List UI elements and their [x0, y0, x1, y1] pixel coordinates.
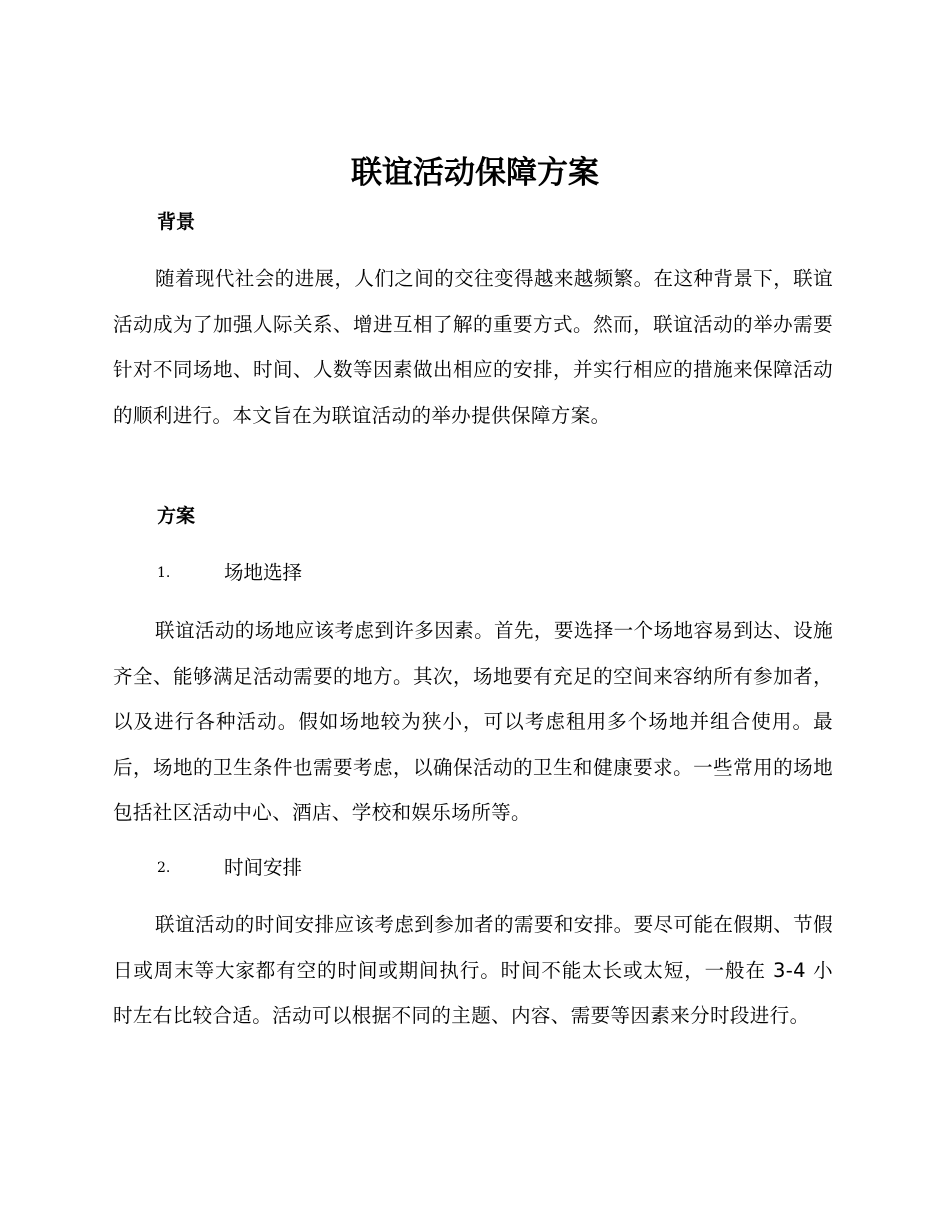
- list-number: 1.: [157, 565, 171, 581]
- section-heading-background: 背景: [157, 211, 196, 233]
- document-title: 联谊活动保障方案: [351, 155, 599, 191]
- background-paragraph: 随着现代社会的进展，人们之间的交往变得越来越频繁。在这种背景下，联谊活动成为了加强人际关系、增进互相了解的重要方式。然而，联谊活动的举办需要针对不同场地、时间、人数等因素做出相应的安排，并实行相应的措施来保障活动的顺利进行。本文旨在为联谊活动的举办提供保障方案。: [113, 267, 833, 427]
- venue-paragraph: 联谊活动的场地应该考虑到许多因素。首先，要选择一个场地容易到达、设施齐全、能够满足活动需要的地方。其次，场地要有充足的空间来容纳所有参加者，以及进行各种活动。假如场地较为狭小，可以考虑租用多个场地并组合使用。最后，场地的卫生条件也需要考虑，以确保活动的卫生和健康要求。一些常用的场地包括社区活动中心、酒店、学校和娱乐场所等。: [113, 619, 833, 824]
- section-heading-plan: 方案: [157, 505, 196, 527]
- list-label: 场地选择: [224, 561, 303, 584]
- list-number: 2.: [157, 860, 171, 876]
- schedule-paragraph: 联谊活动的时间安排应该考虑到参加者的需要和安排。要尽可能在假期、节假日或周末等大家都有空的时间或期间执行。时间不能太长或太短，一般在 3-4 小时左右比较合适。活动可以根据不同的主题、内容、需要等因素来分时段进行。: [113, 913, 833, 1027]
- list-label: 时间安排: [224, 856, 303, 879]
